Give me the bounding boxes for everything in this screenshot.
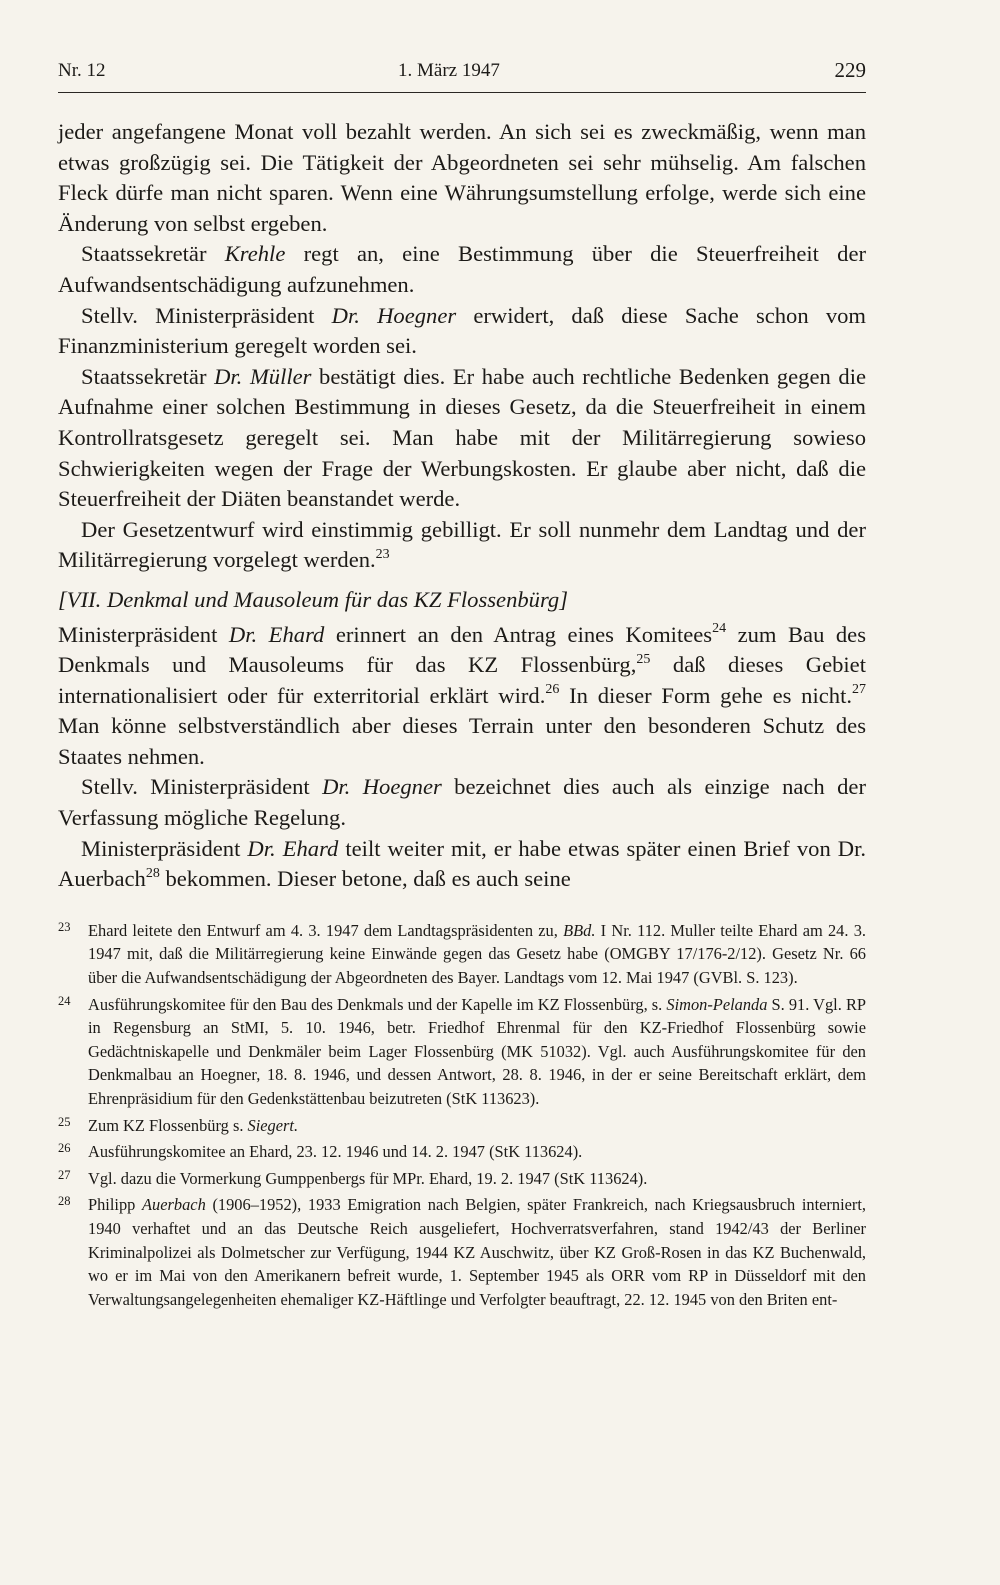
footnote-26: 26 Ausführungskomitee an Ehard, 23. 12. 1946 und 14. 2. 1947 (StK 113624).: [58, 1140, 866, 1164]
footnote-number: 23: [58, 919, 71, 934]
footnote-ref: 26: [545, 682, 560, 698]
page-number: 229: [834, 58, 866, 82]
speaker-name: Hoegner: [377, 302, 457, 328]
footnote-ref: 27: [852, 682, 866, 698]
footnote-ref: 25: [636, 651, 651, 667]
footnotes: [58, 919, 866, 1312]
footnote-number: 24: [58, 993, 71, 1008]
footnote-number: 25: [58, 1114, 71, 1129]
running-header: [58, 58, 866, 93]
speaker-name: Hoegner: [362, 774, 442, 800]
footnote-number: 26: [58, 1141, 71, 1156]
footnote-ref: 28: [145, 865, 160, 881]
paragraph-8: Ministerpräsident Dr. Ehard teilt weiter mit, er habe etwas später einen Brief von Dr. Auerbach$^{28}$ bekommen. Dieser betone, daß es auch seine: [58, 835, 867, 892]
section-heading: [VII. Denkmal und Mausoleum für das KZ Flossenbürg]: [58, 586, 569, 612]
paragraph-6: Ministerpräsident Dr. Ehard erinnert an den Antrag eines Komitees$^{24}$ zum Bau des Denkmals und Mausoleums für das KZ Flossenbürg,$^{25}$ daß dieses Gebiet internationalisiert oder für exterritorial erklärt wird.$^{26}$ In dieser Form gehe es nicht.$^{27}$ Man könne selbstverständlich aber dieses Terrain unter den besonderen Schutz des Staates nehmen.: [58, 620, 867, 769]
footnote-ref: 24: [712, 620, 727, 636]
paragraph-7: Stellv. Ministerpräsident Dr. Hoegner bezeichnet dies auch als einzige nach der Verfassung mögliche Regelung.: [58, 774, 866, 831]
footnote-27: 27 Vgl. dazu die Vormerkung Gumppenbergs für MPr. Ehard, 19. 2. 1947 (StK 113624).: [58, 1167, 866, 1191]
footnote-24: 24 Ausführungskomitee für den Bau des Denkmals und der Kapelle im KZ Flossenbürg, s. Simon-Pelanda S. 91. Vgl. RP in Regensburg an StMI, 5. 10. 1946, betr. Friedhof Ehrenmal für den KZ-Friedhof Flossenbürg sowie Gedächtniskapelle und Denkmäler beim Lager Flossenbürg (MK 51032). Vgl. auch Ausführungskomitee für den Denkmalbau an Hoegner, 18. 8. 1946, und dessen Antwort, 28. 8. 1946, in der er seine Bereitschaft erklärt, dem Ehrenpräsidium für den Gedenkstättenbau beizutreten (StK 113623).: [58, 993, 866, 1111]
speaker-name: Ehard: [268, 621, 325, 647]
paragraph-3: Stellv. Ministerpräsident Dr. Hoegner erwidert, daß diese Sache schon vom Finanzministerium geregelt worden sei.: [58, 302, 866, 359]
paragraph-4: Staatssekretär Dr. Müller bestätigt dies. Er habe auch rechtliche Bedenken gegen die Aufnahme einer solchen Bestimmung in dieses Gesetz, da die Steuerfreiheit in einem Kontrollratsgesetz geregelt sei. Man habe mit der Militärregierung sowieso Schwierigkeiten wegen der Frage der Werbungskosten. Er glaube aber nicht, daß die Steuerfreiheit der Diäten beanstandet werde.: [58, 363, 867, 512]
paragraph-2: Staatssekretär Krehle regt an, eine Bestimmung über die Steuerfreiheit der Aufwandsentschädigung aufzunehmen.: [58, 241, 866, 297]
header-date: 1. März 1947: [398, 60, 500, 81]
footnote-ref: 23: [375, 546, 390, 562]
main-text: [58, 117, 866, 895]
footnote-28: 28 Philipp Auerbach (1906–1952), 1933 Emigration nach Belgien, später Frankreich, nach Kriegsausbruch interniert, 1940 verhaftet und an das Deutsche Reich ausgeliefert, Hochverratsverfahren, stand 1942/43 der Berliner Kriminalpolizei als Dolmetscher zur Verfügung, 1944 KZ Auschwitz, über KZ Groß-Rosen in das KZ Buchenwald, wo er im Mai von den Amerikanern befreit wurde, 1. September 1945 als ORR vom RP in Düsseldorf mit den Verwaltungsangelegenheiten ehemaliger KZ-Häftlinge und Verfolgter beauftragt, 22. 12. 1945 von den Briten ent-: [58, 1193, 866, 1311]
speaker-name: Krehle: [224, 241, 286, 267]
footnote-number: 28: [58, 1194, 71, 1209]
issue-number: Nr. 12: [58, 60, 106, 81]
footnote-23: 23 Ehard leitete den Entwurf am 4. 3. 1947 dem Landtagspräsidenten zu, BBd. I Nr. 112. Muller teilte Ehard am 24. 3. 1947 mit, daß die Militärregierung keine Einwände gegen das Gesetz habe (OMGBY 17/176-2/12). Gesetz Nr. 66 über die Aufwandsentschädigung der Abgeordneten des Bayer. Landtags vom 12. Mai 1947 (GVBl. S. 123).: [58, 919, 866, 990]
speaker-name: Ehard: [282, 835, 339, 861]
paragraph-1: jeder angefangene Monat voll bezahlt werden. An sich sei es zweckmäßig, wenn man etwas großzügig sei. Die Tätigkeit der Abgeordneten sei sehr mühselig. Am falschen Fleck dürfe man nicht sparen. Wenn eine Währungsumstellung erfolge, werde sich eine Änderung von selbst ergeben.: [58, 119, 866, 236]
paragraph-5: Der Gesetzentwurf wird einstimmig gebilligt. Er soll nunmehr dem Landtag und der Militärregierung vorgelegt werden.$^{23}$: [58, 516, 866, 573]
speaker-name: Müller: [249, 363, 312, 389]
footnote-number: 27: [58, 1167, 71, 1182]
document-page: [58, 58, 866, 1314]
footnote-25: 25 Zum KZ Flossenbürg s. Siegert.: [58, 1114, 866, 1138]
